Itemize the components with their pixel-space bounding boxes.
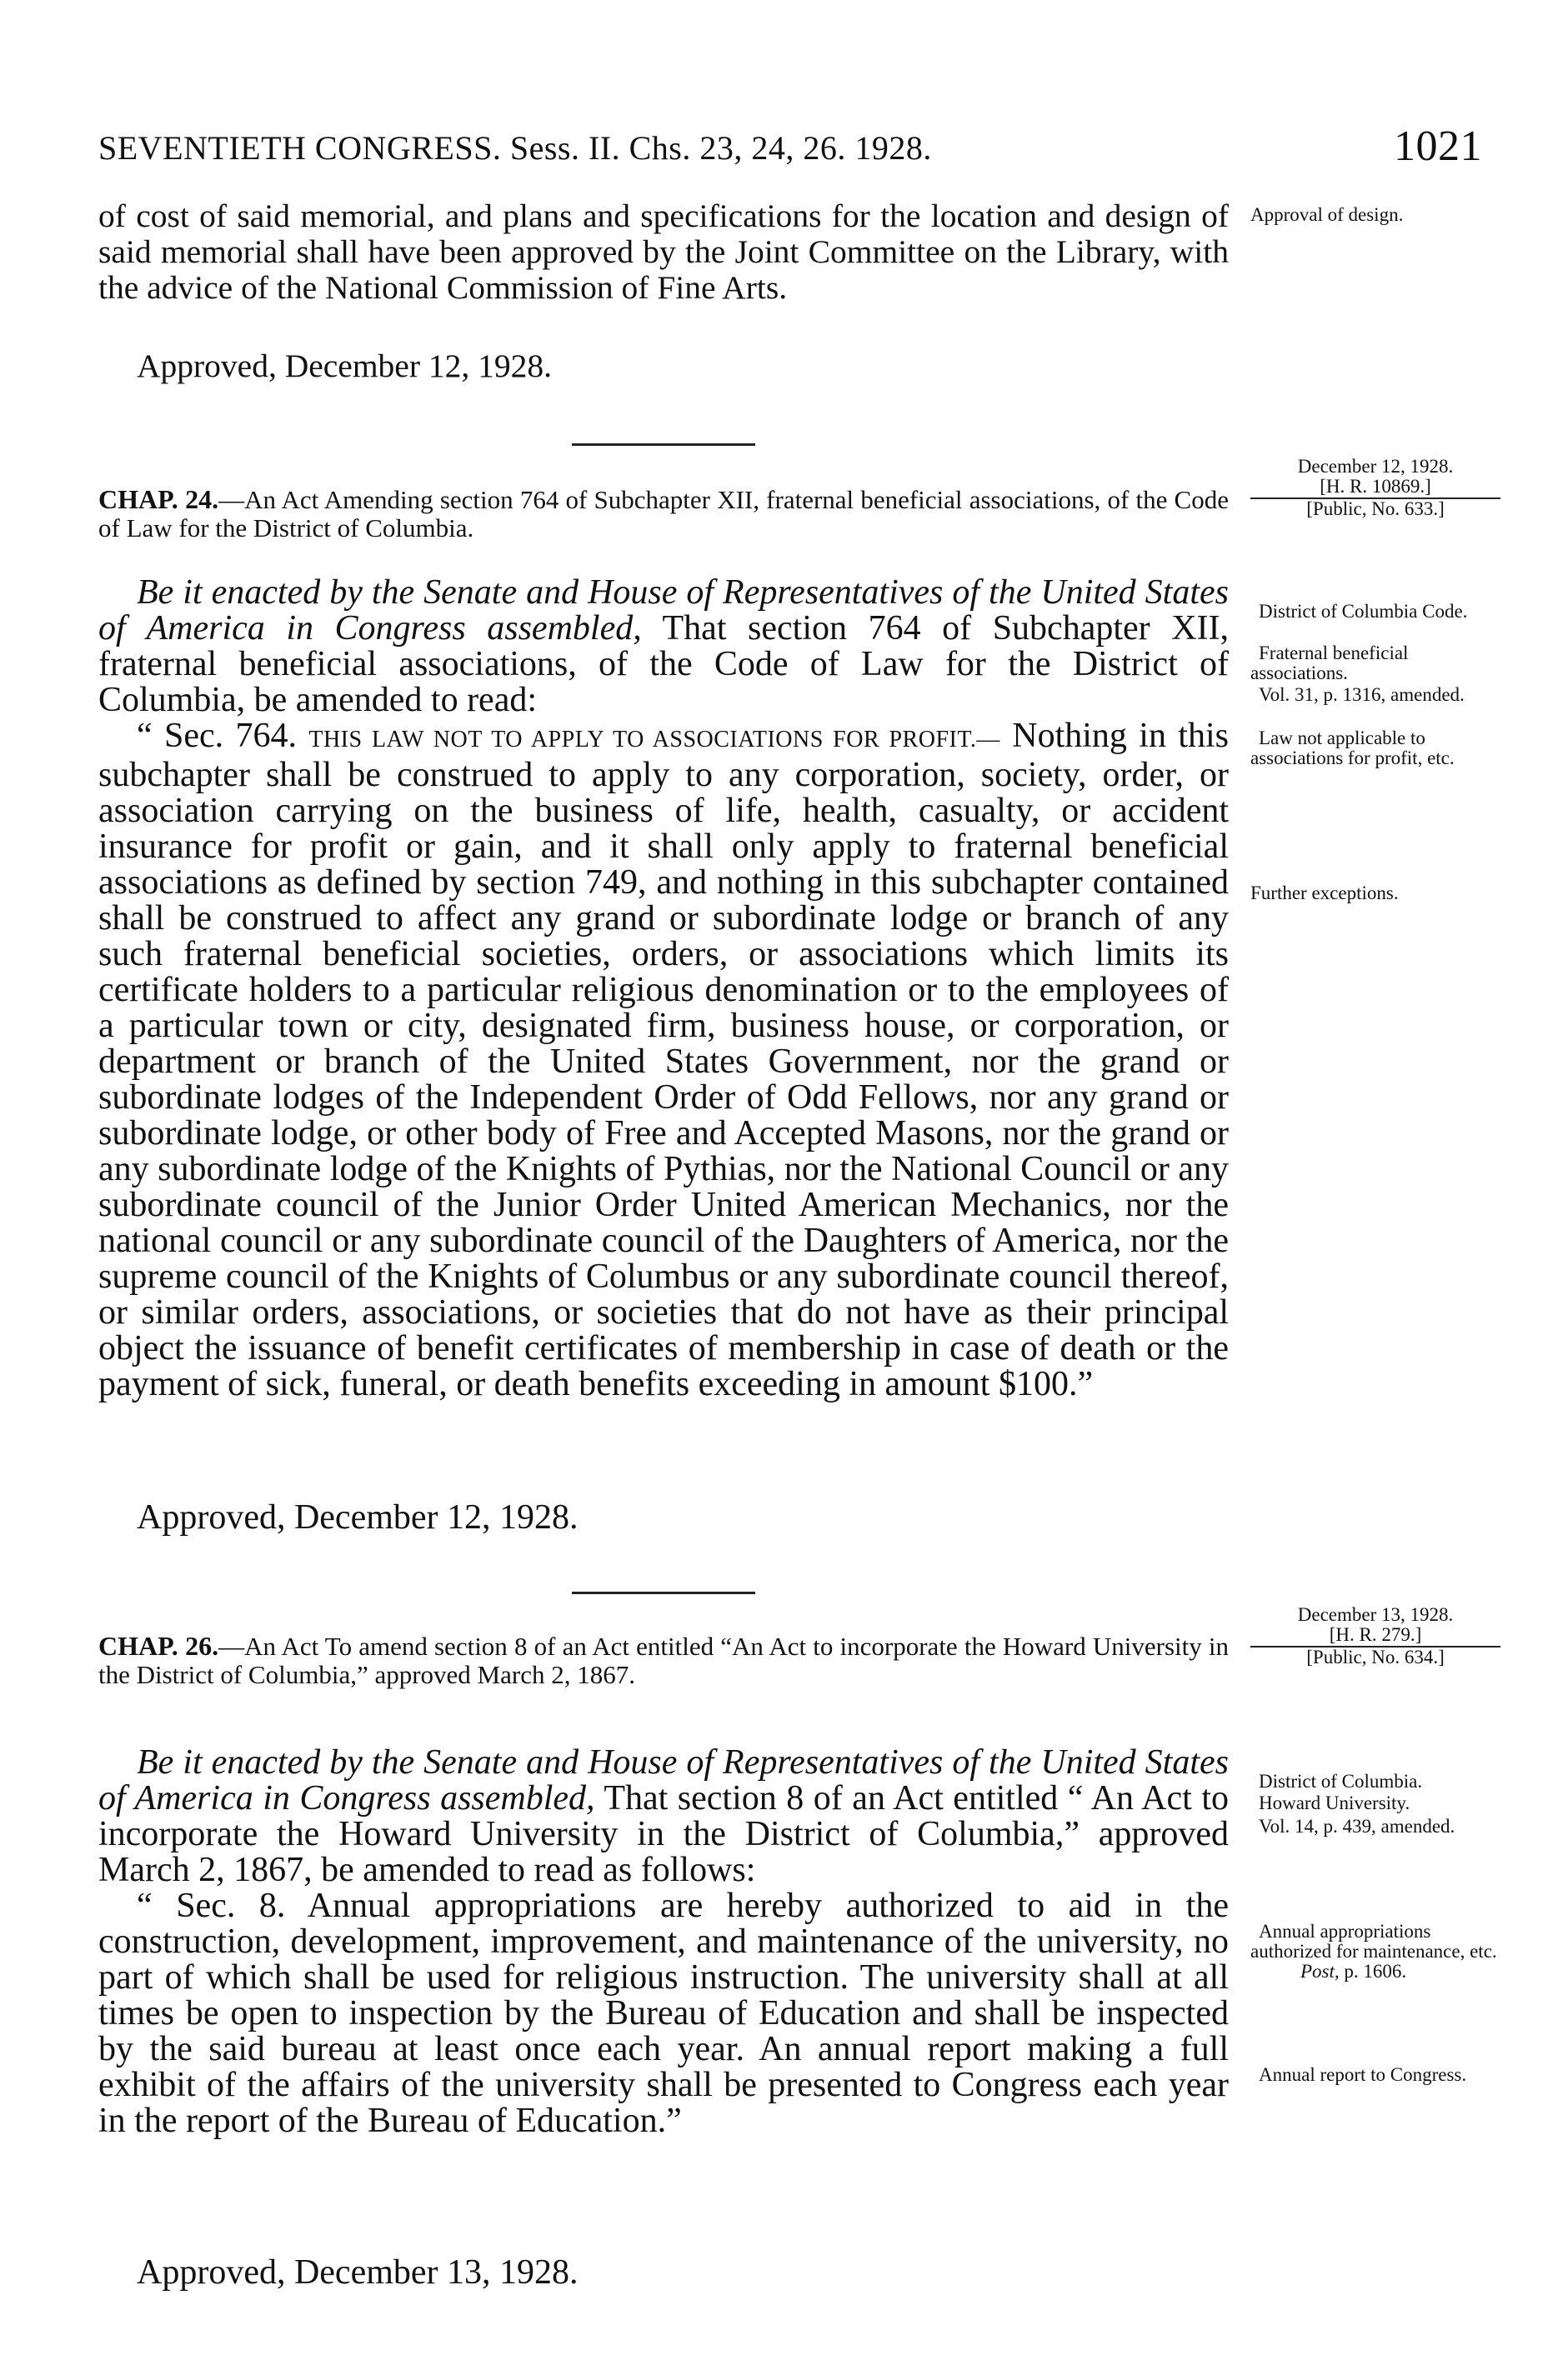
chapter-26-public-law: [Public, No. 634.]: [1306, 1647, 1445, 1668]
running-head-title: SEVENTIETH CONGRESS. Sess. II. Chs. 23, 24, 26. 1928.: [98, 129, 932, 167]
chapter-24-title: —An Act Amending section 764 of Subchapter XII, fraternal beneficial associations, of the Code of Law for the District of Columbia.: [98, 485, 1229, 542]
margin-note-vol-31: Vol. 31, p. 1316, amended.: [1259, 684, 1465, 705]
margin-note-vol-14: Vol. 14, p. 439, amended.: [1259, 1816, 1455, 1837]
margin-note-dc: District of Columbia.: [1259, 1771, 1423, 1792]
chapter-24-enacting-paragraph: [98, 575, 1229, 718]
chapter-24-enacting-clause: Be it enacted by the Senate and House of Representatives of the United States of America in Congress assembled,: [98, 573, 1229, 648]
margin-note-approval-of-design: Approval of design.: [1250, 204, 1404, 225]
chapter-26-margin-citation: [1250, 1605, 1500, 1668]
chapter-26-section-body: Annual appropriations are hereby authorized to aid in the construction, development, improvement, and maintenance of the university, no part of which shall be used for religious instruction. The university shall at all times be open to inspection by the Bureau of Education and shall be inspected by the said bureau at least once each year. An annual report making a full exhibit of the affairs of the university shall be presented to Congress each year in the report of the Bureau of Education.”: [98, 1887, 1229, 2140]
chapter-26-date: December 13, 1928.: [1297, 1604, 1454, 1625]
approved-line-ch26: Approved, December 13, 1928.: [137, 2253, 579, 2292]
margin-note-annual-appropriations: Annual appropriations authorized for maintenance, etc. Post, p. 1606.: [1250, 1922, 1500, 1982]
chapter-24-section-body: Nothing in this subchapter shall be construed to apply to any corporation, society, order, or association carrying on the business of life, health, casualty, or accident insurance for profit or gain, and it shall only apply to fraternal beneficial associations as defined by section 749, and nothing in this subchapter contained shall be construed to affect any grand or subordinate lodge or branch of any such fraternal beneficial societies, orders, or associations which limits its certificate holders to a particular religious denomination or to the employees of a particular town or city, designated firm, business house, or corporation, or department or branch of the United States Government, nor the grand or subordinate lodges of the Independent Order of Odd Fellows, nor any grand or subordinate lodge, or other body of Free and Accepted Masons, nor the grand or any subordinate lodge of the Knights of Pythias, nor the National Council or any subordinate council of the Junior Order United American Mechanics, nor the national council or any subordinate council of the Daughters of America, nor the supreme council of the Knights of Columbus or any subordinate council thereof, or similar orders, associations, or societies that do not have as their principal object the issuance of benefit certificates of membership in case of death or the payment of sick, funeral, or death benefits exceeding in amount $100.”: [98, 717, 1229, 1403]
margin-note-further-exceptions: Further exceptions.: [1250, 882, 1399, 903]
separator-rule-2: [572, 1592, 755, 1594]
chapter-26-heading: [98, 1632, 1229, 1689]
chapter-26-enacting-paragraph: [98, 1745, 1229, 1888]
chapter-26-intro: That section 8 of an Act entitled “ An Act to incorporate the Howard University in the District of Columbia,” approved March 2, 1867, be amended to read as follows:: [98, 1779, 1229, 1889]
page-number: 1021: [1394, 122, 1482, 170]
chapter-24-section: [98, 718, 1229, 1402]
margin-note-fraternal: Fraternal beneficial associations.: [1250, 642, 1409, 683]
chapter-24-public-law: [Public, No. 633.]: [1306, 498, 1445, 519]
continuation-paragraph: of cost of said memorial, and plans and specifications for the location and design of said memorial shall have been approved by the Joint Committee on the Library, with the advice of the National Commission of Fine Arts.: [98, 198, 1229, 306]
chapter-24-margin-citation: [1250, 457, 1500, 519]
margin-note-post-ref: Post, p. 1606.: [1300, 1961, 1407, 1982]
chapter-26-title: —An Act To amend section 8 of an Act entitled “An Act to incorporate the Howard University in the District of Columbia,” approved March 2, 1867.: [98, 1632, 1229, 1689]
chapter-26-section-label: “ Sec. 8.: [137, 1887, 286, 1925]
chapter-24-bill: [H. R. 10869.]: [1250, 477, 1500, 499]
margin-note-annual-report: Annual report to Congress.: [1259, 2064, 1467, 2085]
chapter-24-date: December 12, 1928.: [1297, 456, 1454, 477]
chapter-24-heading: [98, 485, 1229, 542]
running-head: [98, 122, 1482, 172]
margin-note-law-not-applicable: Law not applicable to associations for profit, etc.: [1250, 728, 1455, 768]
chapter-26-enacting-clause: Be it enacted by the Senate and House of Representatives of the United States of America in Congress assembled,: [98, 1743, 1229, 1818]
chapter-24-section-label: “ Sec. 764.: [137, 717, 297, 755]
chapter-26-bill: [H. R. 279.]: [1250, 1625, 1500, 1648]
chapter-24-label: CHAP. 24.: [98, 484, 219, 514]
chapter-26-body: [98, 1745, 1229, 2139]
chapter-26-section: [98, 1888, 1229, 2139]
margin-note-howard: Howard University.: [1259, 1792, 1410, 1813]
chapter-24-intro: That section 764 of Subchapter XII, fraternal beneficial associations, of the Code of Law for the District of Columbia, be amended to read:: [98, 609, 1229, 719]
approved-line-ch24: Approved, December 12, 1928.: [137, 1498, 579, 1537]
separator-rule-1: [572, 443, 755, 446]
margin-note-dc-code: District of Columbia Code.: [1259, 601, 1468, 622]
approved-line-ch23: Approved, December 12, 1928.: [137, 348, 552, 384]
chapter-24-body: [98, 575, 1229, 1402]
chapter-26-label: CHAP. 26.: [98, 1631, 219, 1661]
chapter-24-section-heading: THIS LAW NOT TO APPLY TO ASSOCIATIONS FOR PROFIT.—: [308, 727, 1000, 752]
continuation-section: [98, 198, 1229, 306]
